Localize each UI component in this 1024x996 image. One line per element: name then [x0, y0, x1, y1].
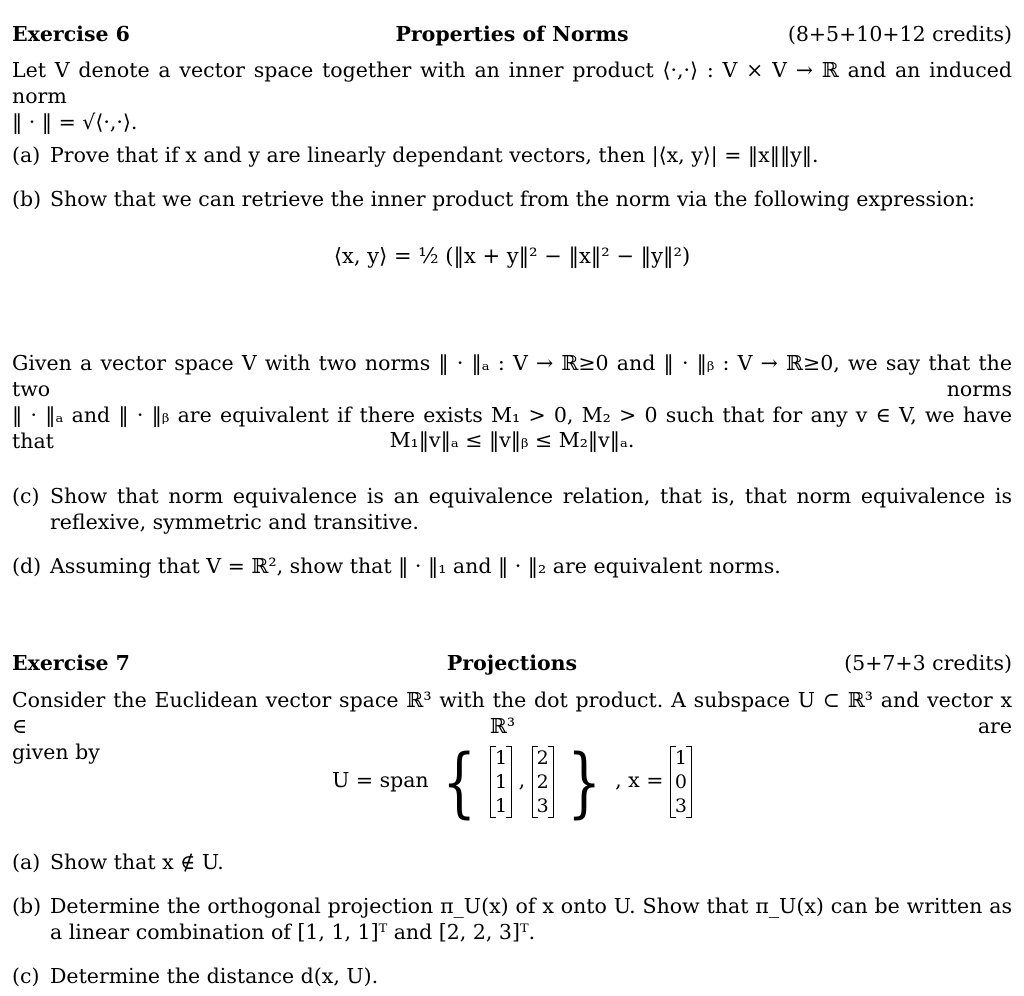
vector-entry: 3: [536, 794, 549, 817]
exercise-7-intro-line1: Consider the Euclidean vector space ℝ³ with the dot product. A subspace U ⊂ ℝ³ and vector x ∈ ℝ³ are: [12, 688, 1012, 738]
part-text: Assuming that V = ℝ², show that ‖ · ‖₁ and ‖ · ‖₂ are equivalent norms.: [50, 554, 781, 578]
vector-entry: 2: [536, 770, 549, 793]
part-label: (c): [12, 484, 40, 508]
exercise-6-part-d: [12, 553, 1012, 579]
exercise-7-part-a: [12, 849, 1012, 875]
vector-entry: 0: [674, 770, 687, 793]
definition-line1: Given a vector space V with two norms ‖ · ‖ₐ : V → ℝ≥0 and ‖ · ‖ᵦ : V → ℝ≥0, we say that the two norms: [12, 351, 1012, 401]
exercise-6-header: [12, 22, 1012, 50]
comma: ,: [518, 768, 526, 792]
exercise-6-label: Exercise 6: [12, 22, 130, 46]
part-text: Show that x ∉ U.: [50, 850, 224, 874]
part-label: (a): [12, 143, 41, 167]
span-vector-2: [532, 746, 554, 818]
exercise-7-part-c: [12, 963, 1012, 989]
vector-entry: 1: [495, 770, 508, 793]
exercise-6-intro: [12, 57, 1012, 135]
definition-line2: ‖ · ‖ₐ and ‖ · ‖ᵦ are equivalent if there exists M₁ > 0, M₂ > 0 such that for any v ∈ V, we have that: [12, 403, 1012, 453]
exercise-6-part-c: [12, 483, 1012, 535]
exercise-7-part-b: [12, 893, 1012, 945]
right-brace: }: [567, 736, 602, 826]
part-label: (b): [12, 187, 42, 211]
x-prefix: , x =: [615, 768, 664, 792]
equation-polarization: ⟨x, y⟩ = ½ (‖x + y‖² − ‖x‖² − ‖y‖²): [333, 244, 691, 268]
exercise-6-intro-line1: Let V denote a vector space together with an inner product ⟨·,·⟩ : V × V → ℝ and an induced norm: [12, 58, 1012, 108]
equation-norm-equivalence: M₁‖v‖ₐ ≤ ‖v‖ᵦ ≤ M₂‖v‖ₐ.: [389, 428, 635, 452]
vector-entry: 1: [674, 746, 687, 769]
exercise-7-header: [12, 651, 1012, 679]
subspace-prefix: U = span: [332, 768, 429, 792]
part-label: (c): [12, 964, 40, 988]
vector-x: [670, 746, 692, 818]
exercise-7-label: Exercise 7: [12, 651, 130, 675]
part-text: Show that norm equivalence is an equivalence relation, that is, that norm equivalence is reflexive, symmetric and transitive.: [50, 484, 1012, 534]
exercise-6-part-b: [12, 186, 1012, 212]
exercise-6-intro-line2: ‖ · ‖ = √⟨·,·⟩.: [12, 110, 138, 134]
part-text: Determine the distance d(x, U).: [50, 964, 379, 988]
part-label: (d): [12, 554, 42, 578]
exercise-7-intro-line2: given by: [12, 740, 100, 764]
equation-subspace: [12, 736, 1012, 826]
part-label: (a): [12, 850, 41, 874]
part-text: Prove that if x and y are linearly dependant vectors, then |⟨x, y⟩| = ‖x‖‖y‖.: [50, 143, 819, 167]
vector-entry: 1: [495, 794, 508, 817]
span-vector-1: [490, 746, 512, 818]
vector-entry: 3: [674, 794, 687, 817]
part-text: Determine the orthogonal projection π_U(x) of x onto U. Show that π_U(x) can be written as a linear combination of [1, 1, 1]ᵀ and [2, 2, 3]ᵀ.: [50, 894, 1012, 944]
vector-entry: 1: [495, 746, 508, 769]
vector-entry: 2: [536, 746, 549, 769]
exercise-6-credits: (8+5+10+12 credits): [787, 22, 1012, 46]
exercise-6-part-a: [12, 142, 1012, 168]
part-label: (b): [12, 894, 42, 918]
exercise-7-title: Projections: [446, 651, 578, 675]
part-text: Show that we can retrieve the inner product from the norm via the following expression:: [50, 187, 976, 211]
left-brace: {: [442, 736, 477, 826]
exercise-7-credits: (5+7+3 credits): [844, 651, 1012, 675]
exercise-6-title: Properties of Norms: [395, 22, 629, 46]
